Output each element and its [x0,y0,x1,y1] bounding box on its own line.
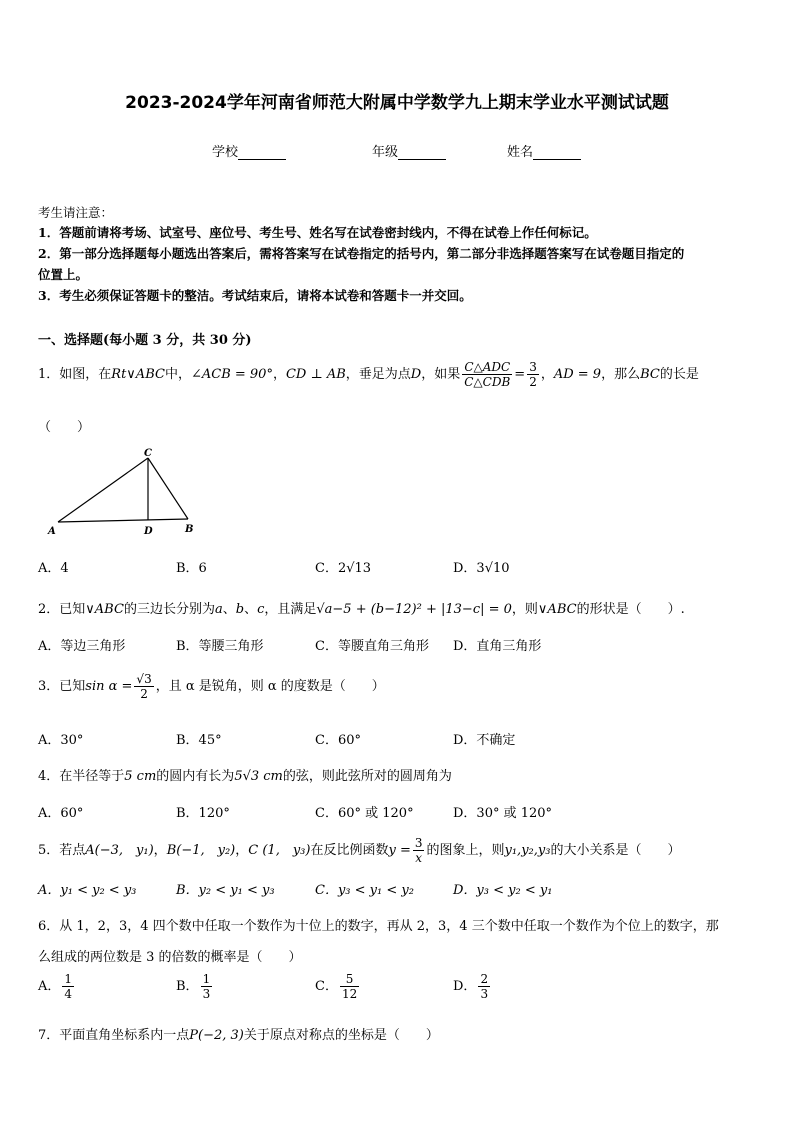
q3-pre: 3．已知 [38,679,86,694]
q5-option-a[interactable]: A．y₁ < y₂ < y₃ [38,883,137,898]
q1-mid4: ， [540,367,554,382]
q5-point-c: C (1, y₃) [248,843,311,858]
q1-eq: = [514,367,526,382]
q4-pre: 4．在半径等于 [38,769,125,784]
q4-post: 的弦，则此弦所对的圆周角为 [282,769,452,784]
q1-mid3: ，如果 [421,367,461,382]
q4-option-a[interactable]: A．60° [38,806,84,821]
q2-end: 的形状是（ ）. [576,602,685,617]
q4-radius: 5 cm [124,769,157,784]
q1-sep1: ， [272,367,286,382]
q1-triangle-figure [38,445,208,540]
q2-mid2: ，且满足 [264,602,317,617]
q3-option-c[interactable]: C．60° [315,733,361,748]
q2-triangle: ∨ABC [85,602,124,617]
q6-option-b[interactable]: B． $\frac{1}{3}$ [176,972,211,1001]
q1-mid5: ，那么 [601,367,641,382]
q3-option-b[interactable]: B．45° [176,733,222,748]
notice-item-1: 1．答题前请将考场、试室号、座位号、考生号、姓名写在试卷密封线内，不得在试卷上作任何标记。 [38,225,597,240]
q5-mid: 在反比例函数 [310,843,389,858]
side-cb [148,458,188,519]
q1-ratio-fraction: $\frac{\text{C△ADC}}{\text{C△CDB}}$ [464,360,511,389]
q1-option-a[interactable]: A．4 [38,561,69,576]
q6-line-1: 6．从 1，2，3，4 四个数中任取一个数作为十位上的数字，再从 2，3，4 三个数中任取一个数作为个位上的数字，那 [38,919,719,934]
q1-value-fraction: $\frac{3}{2}$ [529,360,537,389]
q6-option-d[interactable]: D． $\frac{2}{3}$ [453,972,489,1001]
grade-label: 年级 [372,145,399,160]
q5-pre: 5．若点 [38,843,86,858]
name-label: 姓名 [507,145,534,160]
q1-bc: BC [640,367,660,382]
q5-point-b: B(−1, y₂) [166,843,236,858]
q1-d: D [410,367,422,382]
q2-option-d[interactable]: D．直角三角形 [453,639,542,654]
school-blank[interactable] [238,147,286,160]
side-ac [58,458,148,522]
grade-blank[interactable] [398,147,446,160]
question-5: 5．若点A(−3, y₁)，B(−1, y₂)，C (1, y₃)在反比例函数y = $\frac{3}{x}$ 的图象上，则y₁,y₂,y₃的大小关系是（ ） [38,836,681,865]
section-heading: 一、选择题(每小题 3 分，共 30 分) [38,333,252,348]
q1-answer-paren: （ ） [38,420,91,435]
q5-end: 的大小关系是（ ） [550,843,681,858]
q4-mid: 的圆内有长为 [156,769,235,784]
q2-sep-1: 、 [222,602,236,617]
q4-option-b[interactable]: B．120° [176,806,230,821]
question-4 [38,765,452,784]
q5-post: 的图象上，则 [426,843,505,858]
q6-option-a[interactable]: A． $\frac{1}{4}$ [38,972,73,1001]
q5-func-fraction: $\frac{3}{x}$ [414,836,423,865]
q2-mid3: ，则 [511,602,538,617]
question-7 [38,1024,439,1043]
q6-option-c[interactable]: C． $\frac{5}{12}$ [315,972,358,1001]
grade-field[interactable] [372,141,446,160]
q1-option-d[interactable]: D．3√10 [453,561,510,576]
page-title: 2023-2024学年河南省师范大附属中学数学九上期末学业水平测试试题 [125,93,669,113]
label-c: C [144,448,152,459]
q1-prefix: 1．如图，在 [38,367,112,382]
q1-mid2: ，垂足为点 [345,367,411,382]
q1-option-c[interactable]: C．2√13 [315,561,372,576]
q5-func-pre: y = [388,843,411,858]
q5-option-c[interactable]: C．y₃ < y₁ < y₂ [315,883,414,898]
q2-expression: √a−5 + (b−12)² + |13−c| = 0 [316,602,512,617]
q5-option-b[interactable]: B．y₂ < y₁ < y₃ [176,883,275,898]
q1-rt: Rt∨ABC [111,367,165,382]
school-field[interactable] [212,141,286,160]
school-label: 学校 [212,145,239,160]
q2-a: a [214,602,223,617]
q7-pre: 7．平面直角坐标系内一点 [38,1028,190,1043]
label-a: A [48,526,56,537]
q4-length: 5√3 cm [234,769,283,784]
q2-option-b[interactable]: B．等腰三角形 [176,639,264,654]
question-3 [38,672,385,701]
label-d: D [144,526,153,537]
question-2 [38,598,685,617]
q1-ad: AD = 9 [553,367,602,382]
question-1 [38,360,699,389]
notice-item-3: 3．考生必须保证答题卡的整洁。考试结束后，请将本试卷和答题卡一并交回。 [38,288,472,303]
label-b: B [185,524,194,535]
side-ab [58,519,188,522]
q4-option-d[interactable]: D．30° 或 120° [453,806,553,821]
q1-perp: CD ⊥ AB [285,367,346,382]
q3-option-a[interactable]: A．30° [38,733,84,748]
notice-item-2-cont: 位置上。 [38,267,89,282]
q2-option-a[interactable]: A．等边三角形 [38,639,126,654]
q7-post: 关于原点对称点的坐标是（ ） [243,1028,439,1043]
q4-option-c[interactable]: C．60° 或 120° [315,806,414,821]
q2-pre: 2．已知 [38,602,86,617]
notice-item-2: 2．第一部分选择题每小题选出答案后，需将答案写在试卷指定的括号内，第二部分非选择题答案写在试卷题目指定的 [38,246,685,261]
q3-option-d[interactable]: D．不确定 [453,733,516,748]
q3-sin: sin α = [85,679,133,694]
name-field[interactable] [507,141,581,160]
q2-b: b [235,602,245,617]
q3-fraction: $\frac{√3}{2}$ [136,672,152,701]
q1-option-b[interactable]: B．6 [176,561,207,576]
q5-vars: y₁,y₂,y₃ [504,843,551,858]
q1-suffix: 的长是 [659,367,699,382]
q1-mid1: 中， [164,367,191,382]
q2-mid: 的三边长分别为 [123,602,215,617]
q5-point-a: A(−3, y₁) [85,843,154,858]
q3-post: ，且 α 是锐角，则 α 的度数是（ ） [155,679,385,694]
q7-point: P(−2, 3) [189,1028,244,1043]
q1-angle: ∠ACB = 90° [190,367,273,382]
name-blank[interactable] [533,147,581,160]
q2-option-c[interactable]: C．等腰直角三角形 [315,639,429,654]
notice-heading: 考生请注意： [38,205,114,220]
q2-sep-2: 、 [244,602,258,617]
q6-line-2: 么组成的两位数是 3 的倍数的概率是（ ） [38,950,302,965]
q2-c: c [257,602,265,617]
q5-option-d[interactable]: D．y₃ < y₂ < y₁ [453,883,553,898]
q2-triangle-2: ∨ABC [537,602,577,617]
